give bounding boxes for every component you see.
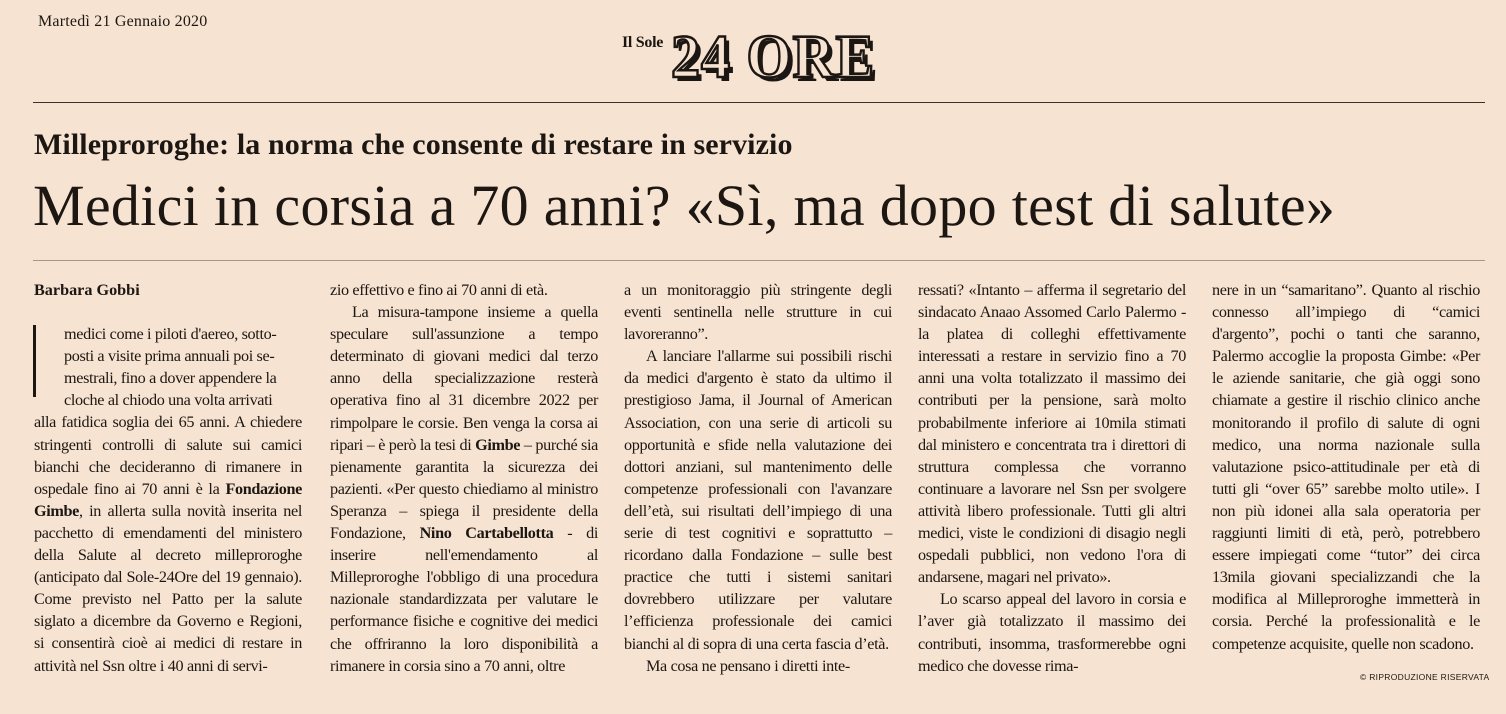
column-paragraph [34, 411, 302, 676]
masthead-small-text: Il Sole [622, 34, 664, 51]
column-paragraph: Lo scarso appeal del lavoro in corsia e l’aver già totalizzato il massimo dei contributi, insomma, trasformerebbe ogni medico che dovesse rima- [918, 590, 1186, 675]
headline-divider [33, 260, 1485, 261]
article-column-4 [918, 279, 1186, 677]
text-span: – purché sia pienamente garantita la sicurezza dei pazienti. «Per questo chiediamo al ministro Speranza – spiega il presidente della Fondazione, [330, 435, 598, 543]
article-column-2 [330, 279, 598, 677]
article-kicker: Milleproroghe: la norma che consente di restare in servizio [34, 128, 793, 161]
text-span: alla fatidica soglia dei 65 anni. A chiedere stringenti controlli di salute sui camici bianchi che decideranno di rimanere in ospedale fino ai 70 anni è la [34, 413, 302, 498]
drop-initial-bar [33, 325, 36, 397]
column-text-line: posti a visite prima annuali poi se- [64, 347, 275, 366]
column-paragraph: A lanciare l'allarme sui possibili rischi da medici d'argento è stato da ultimo il prestigioso Jama, il Journal of American Association, con una serie di articoli su opportunità e sfide nella valutazione dei dottori anziani, sul mantenimento delle competenze professionali con l'avanzare dell’età, sui risultati dell’impiego di una serie di test cognitivi e soprattutto – ricordano dalla Fondazione – sulle best practice che tutti i sistemi sanitari dovrebbero utilizzare per valutare l’efficienza professionale dei camici bianchi al di sopra di una certa fascia d’età. [624, 347, 892, 653]
column-paragraph: ressati? «Intanto – afferma il segretario del sindacato Anaao Assomed Carlo Palermo - la platea di colleghi effettivamente interessati a restare in servizio fino a 70 anni una volta totalizzato il massimo dei contributi per la pensione, sarà molto probabilmente inferiore ai 10mila stimati dal ministero e concentrata tra i direttori di struttura complessa che vorranno continuare a lavorare nel Ssn per svolgere attività libero professionale. Tutti gli altri medici, viste le condizioni di disagio negli ospedali pubblici, non vedono l'ora di andarsene, magari nel privato». [918, 281, 1186, 587]
masthead-logo [622, 22, 876, 91]
masthead-big-text: 24 ORE [671, 22, 876, 91]
column-paragraph [330, 301, 598, 677]
column-paragraph: zio effettivo e fino ai 70 anni di età. [330, 281, 548, 299]
column-paragraph: a un monitoraggio più stringente degli eventi sentinella nelle strutture in cui lavoreranno”. [624, 281, 892, 344]
column-text-line: medici come i piloti d'aereo, sotto- [64, 325, 277, 344]
person-name-cartabellotta: Nino Cartabellotta [419, 524, 554, 543]
article-column-5 [1212, 279, 1480, 655]
org-name-gimbe: Fondazione Gimbe [34, 479, 302, 520]
org-name-gimbe: Gimbe [475, 435, 521, 454]
text-span: - di inserire nell'emendamento al Milleproroghe l'obbligo di una procedura nazionale standardizzata per valutare le performance fisiche e cognitive dei medici che offriranno la loro disponibilità a rimanere in corsia sino a 70 anni, oltre [330, 524, 599, 675]
publication-date: Martedì 21 Gennaio 2020 [38, 13, 208, 30]
article-column-1 [34, 279, 302, 677]
header-divider [33, 102, 1485, 103]
article-byline: Barbara Gobbi [34, 281, 140, 299]
text-span: La misura-tampone insieme a quella speculare sull'assunzione a tempo determinato di giovani medici dal terzo anno della specializzazione resterà operativa fino al 31 dicembre 2022 per rimpolpare le corsie. Ben venga la corsa ai ripari – è però la tesi di [330, 303, 598, 454]
article-column-3 [624, 279, 892, 677]
article-headline: Medici in corsia a 70 anni? «Sì, ma dopo test di salute» [33, 173, 1336, 238]
column-text-line: mestrali, fino a dover appendere la [64, 369, 277, 388]
column-text-line: cloche al chiodo una volta arrivati [64, 391, 273, 410]
column-paragraph: Ma cosa ne pensano i diretti inte- [646, 656, 850, 675]
copyright-notice: © RIPRODUZIONE RISERVATA [1360, 672, 1490, 682]
text-span: , in allerta sulla novità inserita nel pacchetto di emendamenti del ministero della Salute al decreto milleproroghe (anticipato dal Sole-24Ore del 19 gennaio). Come previsto nel Patto per la salute siglato a dicembre da Governo e Regioni, si consentirà cioè ai medici di restare in attività nel Ssn oltre i 40 anni di servi- [34, 501, 302, 675]
column-paragraph: nere in un “samaritano”. Quanto al rischio connesso all’impiego di “camici d'argento”, pochi o tanti che saranno, Palermo accoglie la proposta Gimbe: «Per le aziende sanitarie, che già oggi sono chiamate a gestire il rischio clinico anche monitorando il profilo di salute di ogni medico, una norma nazionale sulla valutazione psico-attitudinale per età di tutti gli “over 65” sarebbe molto utile». I non più idonei alla sala operatoria per raggiunti limiti di età, però, potrebbero essere impiegati come “tutor” dei circa 13mila giovani specializzandi che la modifica al Milleproroghe immetterà in corsia. Perché la professionalità e le competenze acquisite, quelle non scadono. [1212, 281, 1480, 653]
